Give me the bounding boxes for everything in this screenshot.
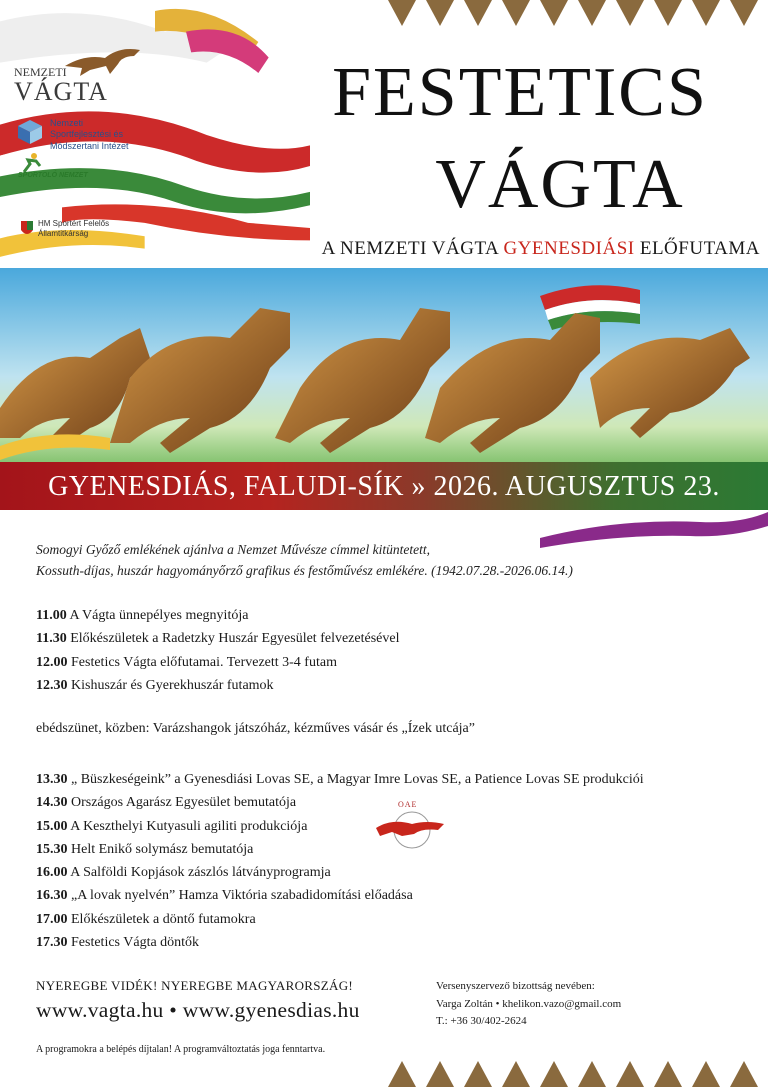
title-festetics: FESTETICS: [332, 54, 708, 131]
schedule-time: 12.30: [36, 677, 68, 693]
schedule-text: A Salföldi Kopjások zászlós látványprogramja: [67, 865, 331, 881]
dedication: [36, 540, 636, 582]
nsmi-line1: Nemzeti: [50, 118, 84, 128]
schedule-text: „A lovak nyelvén” Hamza Viktória szabadidomítási előadása: [67, 888, 413, 904]
hm-line1: HM Sportért Felelős: [38, 219, 110, 228]
schedule-time: 16.00: [36, 865, 68, 881]
galloping-horses-illustration: [0, 268, 768, 466]
schedule-row: [36, 604, 766, 627]
schedule-text: A Keszthelyi Kutyasuli agiliti produkciója: [67, 818, 308, 834]
nsmi-logo-text: [50, 118, 129, 152]
schedule-morning: [36, 604, 766, 697]
schedule-text: Kishuszár és Gyerekhuszár futamok: [67, 677, 274, 693]
sportolo-nemzet-logo: SPORTOLÓ NEMZET: [18, 172, 88, 179]
bottom-zigzag-decoration: [388, 1053, 768, 1087]
nsmi-line2: Sportfejlesztési és: [50, 129, 124, 140]
organizer-line1: Versenyszervező bizottság nevében:: [436, 980, 595, 992]
subtitle: [250, 238, 760, 260]
hm-coat-of-arms-icon: [20, 218, 34, 238]
greyhound-icon: [372, 810, 452, 850]
schedule-row: [36, 908, 766, 931]
subtitle-part1: A NEMZETI VÁGTA: [321, 238, 504, 259]
horse-rider-logo-icon: [60, 36, 150, 76]
vagta-label: VÁGTA: [14, 77, 108, 106]
zigzag-decoration: [388, 0, 768, 34]
schedule-time: 17.00: [36, 911, 68, 927]
slogan: NYEREGBE VIDÉK! NYEREGBE MAGYARORSZÁG!: [36, 978, 354, 993]
subtitle-part2: ELŐFUTAMA: [634, 238, 760, 259]
schedule-row: [36, 861, 766, 884]
schedule-text: Országos Agarász Egyesület bemutatója: [67, 795, 297, 811]
schedule-row: [36, 627, 766, 650]
schedule-row: [36, 884, 766, 907]
schedule-row: [36, 768, 766, 791]
schedule-time: 11.00: [36, 608, 67, 623]
lunch-break-text: ebédszünet, közben: Varázshangok játszóház, kézműves vásár és „Ízek utcája”: [36, 721, 475, 736]
dedication-line1: Somogyi Győző emlékének ajánlva a Nemzet Művésze címmel kitüntetett,: [36, 542, 430, 557]
schedule-text: Előkészületek a döntő futamokra: [67, 911, 256, 927]
subtitle-red: GYENESDIÁSI: [503, 238, 635, 259]
oae-logo: [372, 800, 452, 856]
dedication-line2: Kossuth-díjas, huszár hagyományőrző grafikus és festőművész emlékére. (1942.07.28.-2026.06.14.): [36, 562, 573, 578]
nsmi-line3: Módszertani Intézet: [50, 140, 129, 151]
hm-logo-text: [38, 219, 109, 239]
schedule-time: 11.30: [36, 631, 67, 647]
organizer-phone: T.: +36 30/402-2624: [436, 1015, 527, 1028]
schedule-text: Festetics Vágta döntők: [67, 935, 200, 951]
schedule-text: „ Büszkeségeink” a Gyenesdiási Lovas SE, a Magyar Imre Lovas SE, a Patience Lovas SE produkciói: [67, 772, 644, 787]
schedule-time: 12.00: [36, 654, 68, 670]
schedule-time: 15.30: [36, 841, 68, 857]
footer-note: A programokra a belépés díjtalan! A programváltoztatás joga fenntartva.: [36, 1044, 326, 1055]
hm-line2: Államtitkárság: [38, 229, 89, 238]
nsmi-cube-icon: [16, 118, 44, 146]
schedule-time: 16.30: [36, 888, 68, 904]
schedule-text: Helt Enikő solymász bemutatója: [67, 841, 254, 857]
schedule-text: Festetics Vágta előfutamai. Tervezett 3-4 futam: [67, 654, 337, 670]
nemzeti-label: NEMZETI: [14, 65, 67, 79]
schedule-row: [36, 674, 766, 697]
schedule-text: Előkészületek a Radetzky Huszár Egyesület felvezetésével: [66, 631, 400, 647]
organizer-contact[interactable]: Varga Zoltán • khelikon.vazo@gmail.com: [436, 997, 622, 1010]
websites-link[interactable]: www.vagta.hu • www.gyenesdias.hu: [36, 998, 360, 1022]
date-location-text: GYENESDIÁS, FALUDI-SÍK » 2026. AUGUSZTUS 23.: [48, 471, 720, 502]
schedule-afternoon: [36, 768, 766, 954]
oae-label: OAE: [398, 800, 418, 809]
schedule-time: 14.30: [36, 795, 68, 811]
sportolo-runner-icon: [20, 152, 44, 174]
schedule-row: [36, 931, 766, 954]
schedule-row: [36, 651, 766, 674]
schedule-time: 17.30: [36, 935, 68, 951]
schedule-time: 13.30: [36, 772, 68, 787]
schedule-text: A Vágta ünnepélyes megnyitója: [66, 608, 249, 623]
schedule-time: 15.00: [36, 818, 68, 834]
organizer-info: [436, 978, 621, 1031]
title-vagta: VÁGTA: [435, 146, 685, 223]
